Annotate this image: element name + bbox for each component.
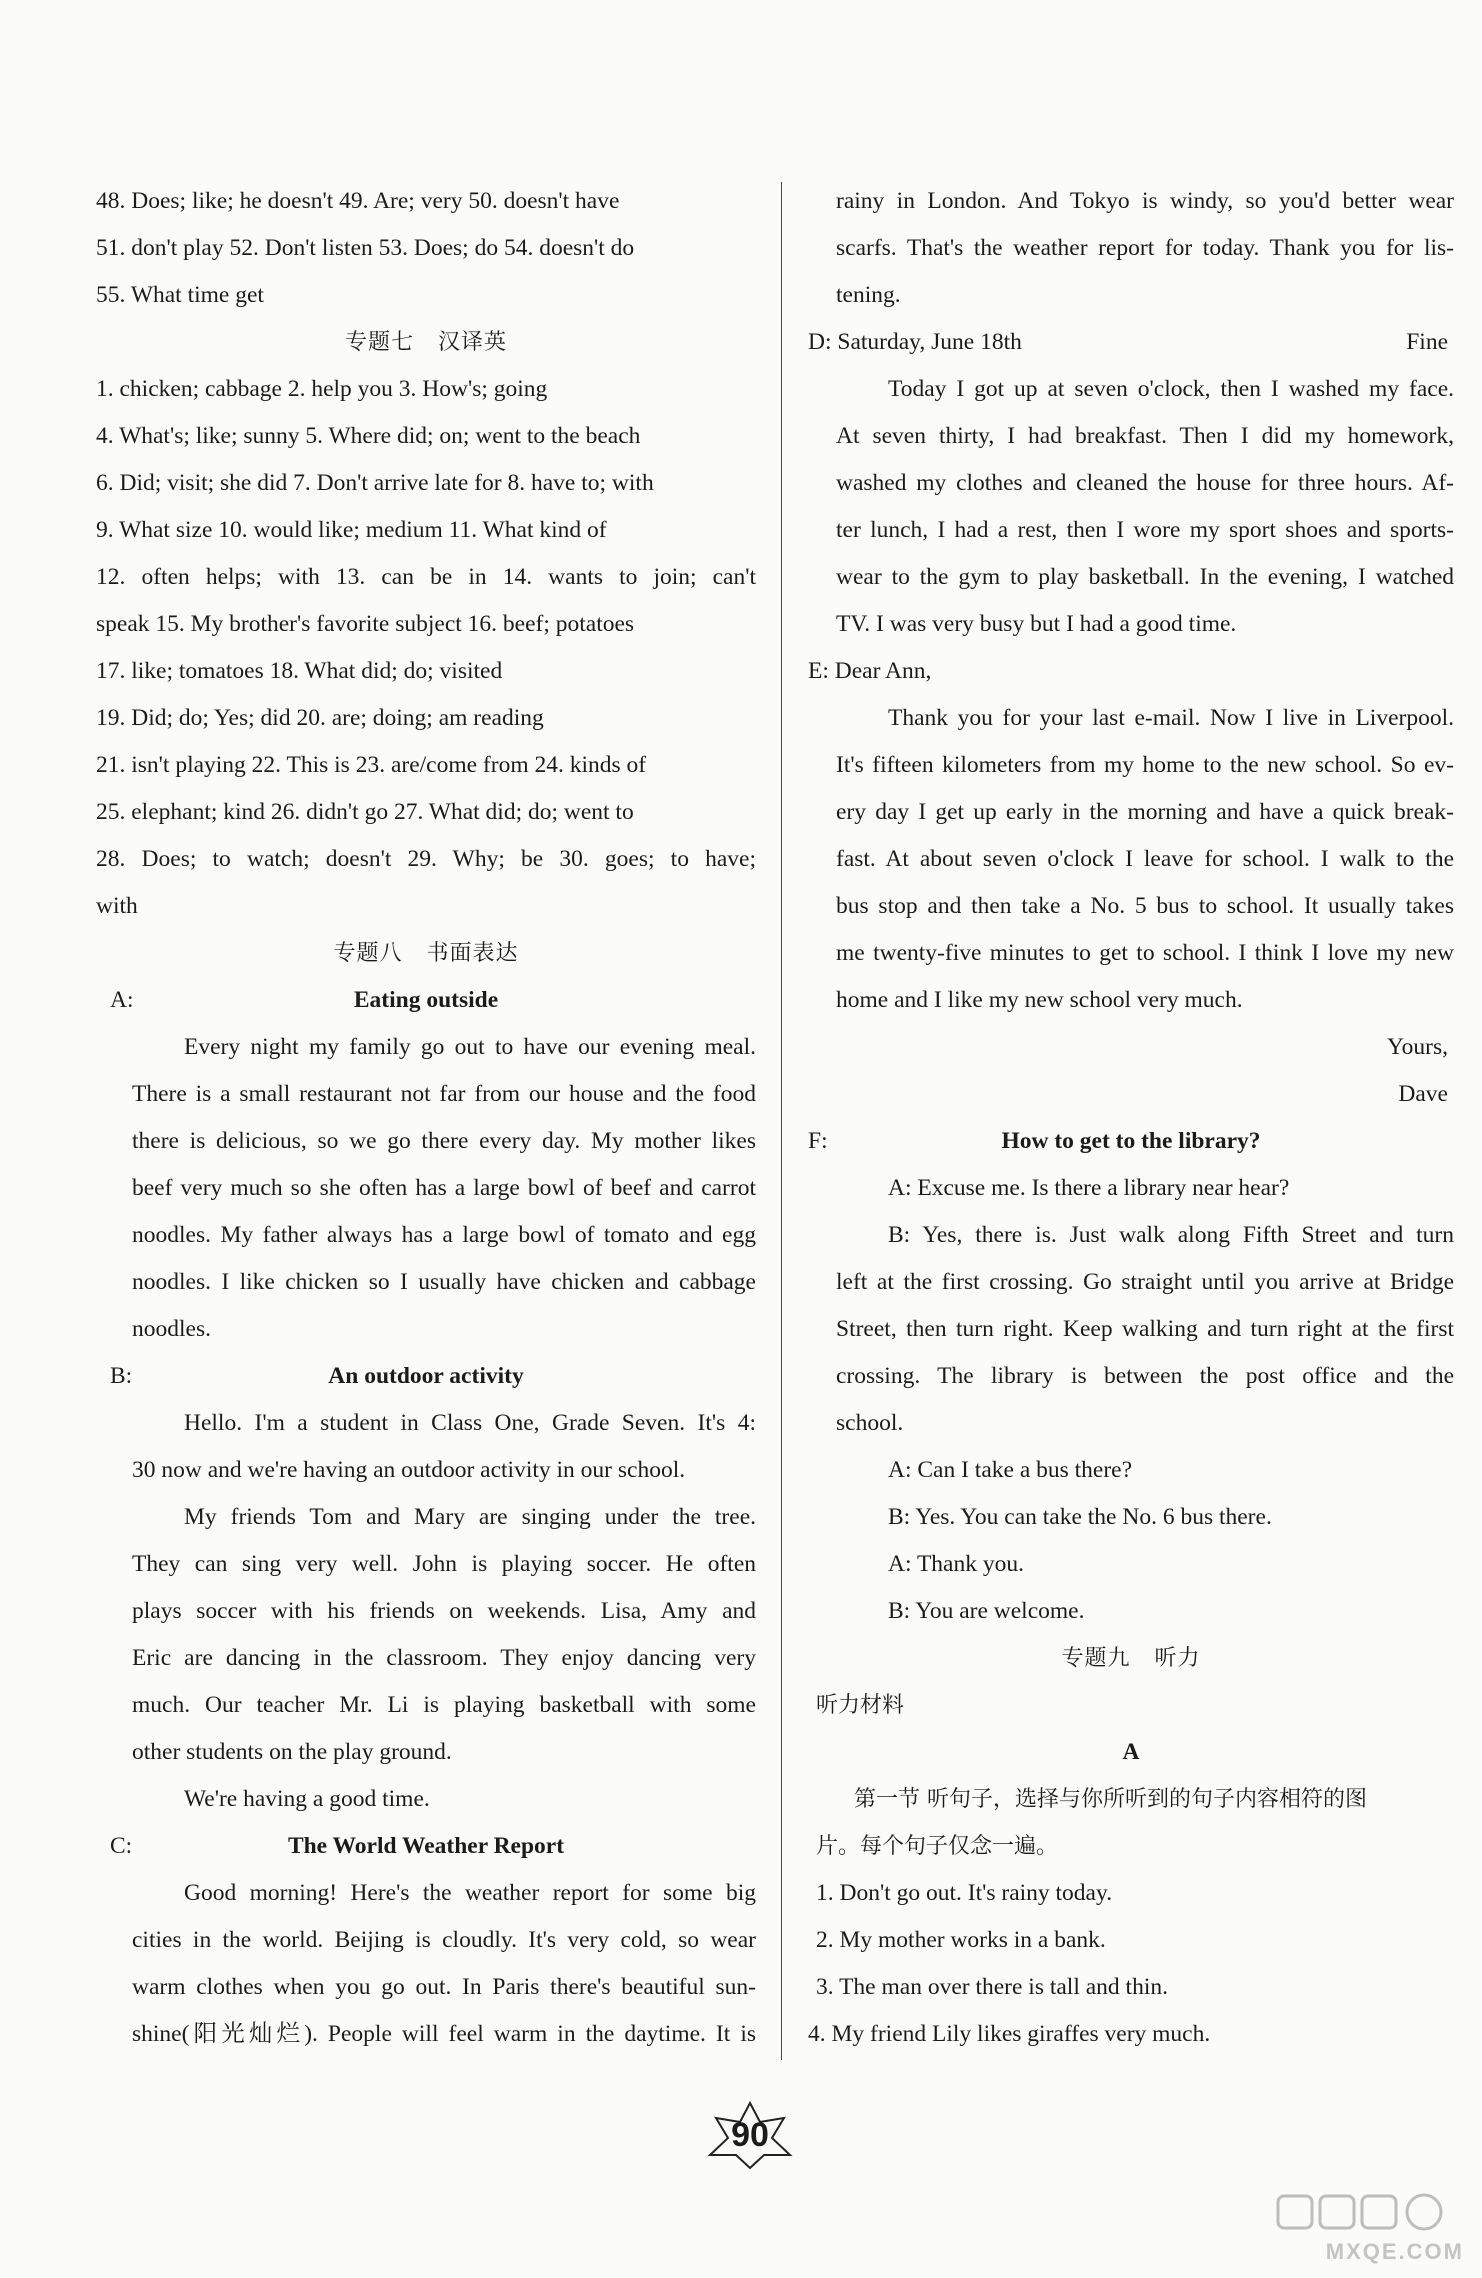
dialogue-line: left at the first crossing. Go straight until you arrive at Bridge	[836, 1269, 1454, 1295]
essay-line: bus stop and then take a No. 5 bus to school. It usually takes	[836, 893, 1454, 919]
essay-line: There is a small restaurant not far from our house and the food	[132, 1081, 756, 1107]
essay-line: shine(阳光灿烂). People will feel warm in the daytime. It is	[132, 2021, 756, 2047]
listening-sentence: 1. Don't go out. It's rainy today.	[816, 1880, 1113, 1906]
essay-line: wear to the gym to play basketball. In the evening, I watched	[836, 564, 1454, 590]
letter-closing: Yours,	[1387, 1034, 1448, 1060]
answer-line: 55. What time get	[96, 282, 264, 308]
essay-b-title: An outdoor activity	[328, 1363, 524, 1389]
answer-line: 21. isn't playing 22. This is 23. are/come from 24. kinds of	[96, 752, 647, 778]
essay-line: fast. At about seven o'clock I leave for school. I walk to the	[836, 846, 1454, 872]
essay-line: warm clothes when you go out. In Paris there's beautiful sun-	[132, 1974, 756, 2000]
column-divider	[781, 182, 782, 2060]
part-a-heading: A	[1122, 1739, 1140, 1765]
diary-date: D: Saturday, June 18th	[808, 329, 1022, 355]
essay-a-title: Eating outside	[353, 987, 499, 1013]
answer-line: 4. What's; like; sunny 5. Where did; on; went to the beach	[96, 423, 641, 449]
dialogue-line: B: Yes. You can take the No. 6 bus there.	[888, 1504, 1272, 1530]
essay-line: Every night my family go out to have our evening meal.	[184, 1034, 756, 1060]
answer-line: 17. like; tomatoes 18. What did; do; visited	[96, 658, 503, 684]
dialogue-line: school.	[836, 1410, 904, 1436]
essay-line: Good morning! Here's the weather report for some big	[184, 1880, 756, 1906]
answer-line: 6. Did; visit; she did 7. Don't arrive late for 8. have to; with	[96, 470, 654, 496]
diary-heading	[808, 319, 1454, 366]
instruction-line: 片。每个句子仅念一遍。	[816, 1834, 1059, 1859]
answer-line: 25. elephant; kind 26. didn't go 27. What did; do; went to	[96, 799, 634, 825]
essay-line: scarfs. That's the weather report for today. Thank you for lis-	[836, 235, 1454, 261]
essay-line: Thank you for your last e-mail. Now I live in Liverpool.	[888, 705, 1454, 731]
answer-line: with	[96, 893, 138, 919]
essay-a-label: A:	[110, 987, 134, 1013]
essay-b-label: B:	[110, 1363, 133, 1389]
section9-subtitle: 听力	[1154, 1646, 1201, 1671]
listening-sentence: 2. My mother works in a bank.	[816, 1927, 1106, 1953]
essay-line: noodles.	[132, 1316, 211, 1342]
essay-a-heading	[96, 977, 756, 1024]
answer-line: 9. What size 10. would like; medium 11. What kind of	[96, 517, 607, 543]
section7-subtitle: 汉译英	[438, 330, 508, 355]
section8-title: 专题八	[333, 941, 403, 966]
essay-line: beef very much so she often has a large bowl of beef and carrot	[132, 1175, 756, 1201]
instruction-line: 第一节 听句子，选择与你所听到的句子内容相符的图	[854, 1787, 1367, 1812]
essay-line: Today I got up at seven o'clock, then I washed my face.	[888, 376, 1454, 402]
section8-heading	[96, 930, 756, 977]
dialogue-line: A: Can I take a bus there?	[888, 1457, 1133, 1483]
essay-line: Hello. I'm a student in Class One, Grade Seven. It's 4:	[184, 1410, 756, 1436]
essay-line: At seven thirty, I had breakfast. Then I did my homework,	[836, 423, 1454, 449]
essay-f-label: F:	[808, 1128, 828, 1154]
answer-line: 48. Does; like; he doesn't 49. Are; very 50. doesn't have	[96, 188, 620, 214]
essay-line: other students on the play ground.	[132, 1739, 452, 1765]
essay-c-label: C:	[110, 1833, 133, 1859]
section9-title: 专题九	[1061, 1646, 1131, 1671]
essay-line: rainy in London. And Tokyo is windy, so you'd better wear	[836, 188, 1454, 214]
watermark-text: MXQE.COM	[1325, 2239, 1464, 2264]
listening-sentence: 4. My friend Lily likes giraffes very much.	[808, 2021, 1211, 2047]
dialogue-line: Street, then turn right. Keep walking and turn right at the first	[836, 1316, 1454, 1342]
answer-line: speak 15. My brother's favorite subject 16. beef; potatoes	[96, 611, 635, 637]
essay-line: ter lunch, I had a rest, then I wore my sport shoes and sports-	[836, 517, 1454, 543]
essay-line: washed my clothes and cleaned the house for three hours. Af-	[836, 470, 1454, 496]
answer-line: 19. Did; do; Yes; did 20. are; doing; am reading	[96, 705, 544, 731]
section9-heading	[808, 1635, 1454, 1682]
answer-line: 12. often helps; with 13. can be in 14. wants to join; can't	[96, 564, 756, 590]
essay-line: tening.	[836, 282, 901, 308]
dialogue-line: B: Yes, there is. Just walk along Fifth Street and turn	[888, 1222, 1454, 1248]
essay-line: They can sing very well. John is playing soccer. He often	[132, 1551, 756, 1577]
essay-b-heading	[96, 1353, 756, 1400]
watermark-mark-icon	[1274, 2190, 1464, 2234]
dialogue-line: A: Thank you.	[888, 1551, 1024, 1577]
essay-line: TV. I was very busy but I had a good time.	[836, 611, 1237, 637]
essay-line: home and I like my new school very much.	[836, 987, 1243, 1013]
essay-line: Eric are dancing in the classroom. They enjoy dancing very	[132, 1645, 756, 1671]
page-number-badge	[700, 2100, 800, 2170]
section8-subtitle: 书面表达	[426, 941, 519, 966]
essay-line: My friends Tom and Mary are singing under the tree.	[184, 1504, 756, 1530]
essay-f-heading	[808, 1118, 1454, 1165]
dialogue-line: B: You are welcome.	[888, 1598, 1085, 1624]
listening-sentence: 3. The man over there is tall and thin.	[816, 1974, 1168, 2000]
dialogue-line: crossing. The library is between the post office and the	[836, 1363, 1454, 1389]
right-column	[808, 178, 1454, 2058]
left-column	[96, 178, 756, 2058]
letter-signature: Dave	[1398, 1081, 1448, 1107]
essay-line: It's fifteen kilometers from my home to the new school. So ev-	[836, 752, 1454, 778]
section7-heading	[96, 319, 756, 366]
essay-line: noodles. I like chicken so I usually have chicken and cabbage	[132, 1269, 756, 1295]
answer-line: 1. chicken; cabbage 2. help you 3. How's; going	[96, 376, 548, 402]
answer-line: 51. don't play 52. Don't listen 53. Does; do 54. doesn't do	[96, 235, 635, 261]
diary-weather: Fine	[1406, 329, 1448, 355]
essay-f-title: How to get to the library?	[1001, 1128, 1261, 1154]
letter-greeting: E: Dear Ann,	[808, 658, 932, 684]
listening-label: 听力材料	[816, 1693, 905, 1718]
essay-c-heading	[96, 1823, 756, 1870]
essay-line: noodles. My father always has a large bowl of tomato and egg	[132, 1222, 756, 1248]
essay-line: 30 now and we're having an outdoor activity in our school.	[132, 1457, 686, 1483]
answer-line: 28. Does; to watch; doesn't 29. Why; be 30. goes; to have;	[96, 846, 756, 872]
essay-line: plays soccer with his friends on weekends. Lisa, Amy and	[132, 1598, 756, 1624]
essay-line: ery day I get up early in the morning and have a quick break-	[836, 799, 1454, 825]
section7-title: 专题七	[344, 330, 414, 355]
essay-line: We're having a good time.	[184, 1786, 430, 1812]
essay-c-title: The World Weather Report	[287, 1833, 565, 1859]
essay-line: me twenty-five minutes to get to school. I think I love my new	[836, 940, 1454, 966]
watermark-logo	[1274, 2190, 1464, 2264]
dialogue-line: A: Excuse me. Is there a library near hear?	[888, 1175, 1290, 1201]
essay-line: much. Our teacher Mr. Li is playing basketball with some	[132, 1692, 756, 1718]
page-number: 90	[731, 2116, 769, 2154]
essay-line: cities in the world. Beijing is cloudly. It's very cold, so wear	[132, 1927, 756, 1953]
essay-line: there is delicious, so we go there every day. My mother likes	[132, 1128, 756, 1154]
